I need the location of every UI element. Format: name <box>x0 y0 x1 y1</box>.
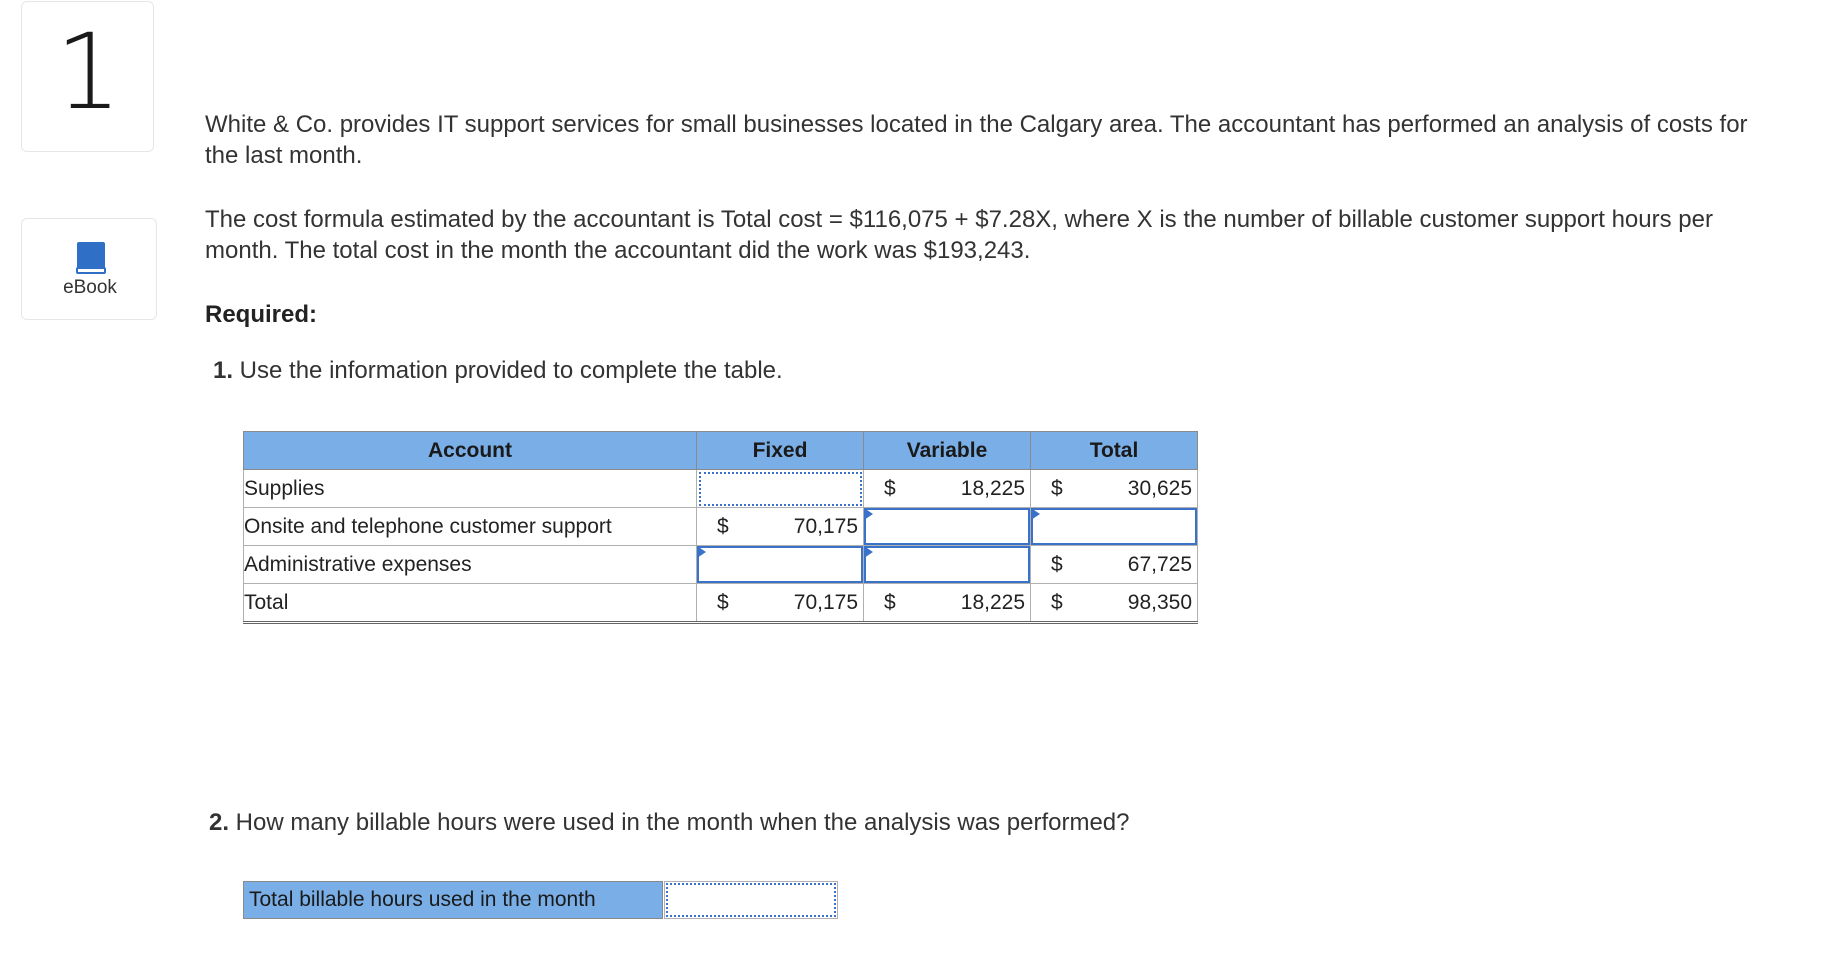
account-cell: Supplies <box>244 470 697 508</box>
account-cell: Total <box>244 584 697 623</box>
currency-symbol: $ <box>717 590 729 614</box>
part-1-number: 1. <box>213 357 234 384</box>
admin-variable-input[interactable] <box>864 546 1031 584</box>
table-row-total <box>244 584 1198 623</box>
support-variable-input[interactable] <box>864 508 1031 546</box>
currency-symbol: $ <box>884 476 896 500</box>
header-fixed: Fixed <box>697 432 864 470</box>
account-cell: Administrative expenses <box>244 546 697 584</box>
part-2-text: How many billable hours were used in the month when the analysis was performed? <box>229 809 1130 836</box>
amount: 98,350 <box>1127 590 1192 614</box>
table-row-customer-support <box>244 508 1198 546</box>
admin-total-cell <box>1031 546 1198 584</box>
supplies-variable-cell <box>864 470 1031 508</box>
ebook-label: eBook <box>63 277 117 298</box>
currency-symbol: $ <box>1051 476 1063 500</box>
part-2-instruction <box>209 807 1769 838</box>
amount: 18,225 <box>960 590 1025 614</box>
table-row-supplies <box>244 470 1198 508</box>
currency-symbol: $ <box>1051 552 1063 576</box>
header-variable: Variable <box>864 432 1031 470</box>
part-1-instruction <box>213 355 1773 386</box>
answer-flag-icon <box>697 546 706 558</box>
amount: 70,175 <box>793 590 858 614</box>
part-2-number: 2. <box>209 809 230 836</box>
formula-paragraph: The cost formula estimated by the accountant is Total cost = $116,075 + $7.28X, where X is the number of billable customer support hours per month. The total cost in the month the accountant did the work was $193,243. <box>205 206 1713 264</box>
currency-symbol: $ <box>717 514 729 538</box>
answer-flag-icon <box>1031 508 1040 520</box>
support-total-input[interactable] <box>1031 508 1198 546</box>
amount: 70,175 <box>793 514 858 538</box>
amount: 67,725 <box>1127 552 1192 576</box>
admin-fixed-input[interactable] <box>697 546 864 584</box>
amount: 30,625 <box>1127 476 1192 500</box>
answer-flag-icon <box>864 508 873 520</box>
supplies-fixed-input[interactable] <box>697 470 864 508</box>
intro-paragraph: White & Co. provides IT support services for small businesses located in the Calgary area. The accountant has performed an analysis of costs for the last month. <box>205 111 1748 169</box>
supplies-total-cell <box>1031 470 1198 508</box>
header-account: Account <box>244 432 697 470</box>
amount: 18,225 <box>960 476 1025 500</box>
part-1-text: Use the information provided to complete the table. <box>233 357 783 384</box>
account-cell: Onsite and telephone customer support <box>244 508 697 546</box>
billable-hours-label: Total billable hours used in the month <box>243 881 663 919</box>
answer-flag-icon <box>864 546 873 558</box>
currency-symbol: $ <box>1051 590 1063 614</box>
table-row-admin-expenses <box>244 546 1198 584</box>
total-fixed-cell <box>697 584 864 623</box>
question-number-badge <box>21 1 154 152</box>
support-fixed-cell <box>697 508 864 546</box>
currency-symbol: $ <box>884 590 896 614</box>
table-header-row <box>244 432 1198 470</box>
billable-hours-row <box>243 881 838 919</box>
cost-table <box>243 431 1198 624</box>
book-icon <box>75 241 107 275</box>
question-number: 1 <box>55 11 122 133</box>
required-label: Required: <box>205 301 318 328</box>
ebook-button[interactable] <box>21 218 157 320</box>
billable-hours-input[interactable] <box>664 881 838 919</box>
total-variable-cell <box>864 584 1031 623</box>
total-total-cell <box>1031 584 1198 623</box>
header-total: Total <box>1031 432 1198 470</box>
